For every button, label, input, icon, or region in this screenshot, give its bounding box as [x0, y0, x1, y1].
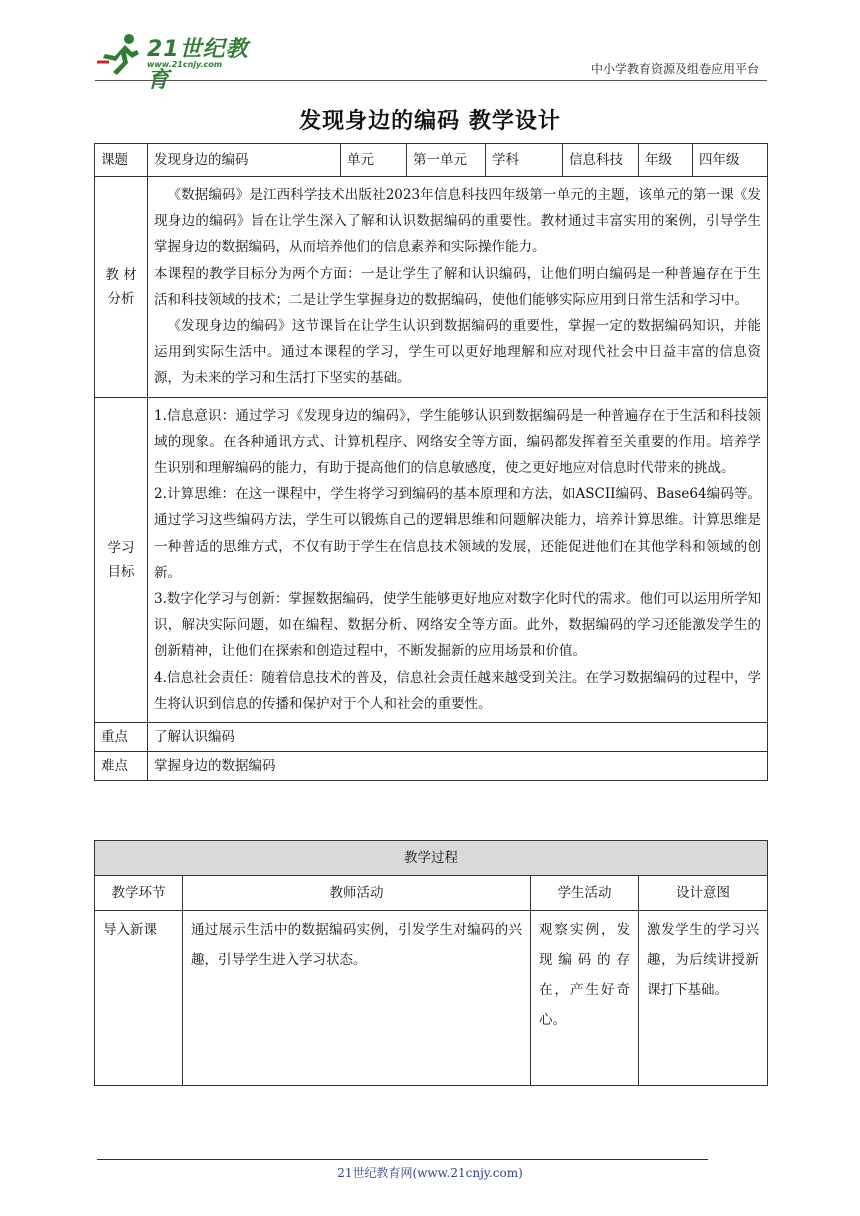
- column-header: 教师活动: [183, 876, 531, 911]
- stage-cell: 导入新课: [95, 911, 183, 1086]
- column-header: 教学环节: [95, 876, 183, 911]
- process-row: [95, 911, 768, 1086]
- logo-text: 21世纪教育: [147, 37, 249, 93]
- teacher-activity-cell: 通过展示生活中的数据编码实例，引发学生对编码的兴趣，引导学生进入学习状态。: [183, 911, 531, 1086]
- info-row: [95, 144, 768, 177]
- analysis-paragraph: 本课程的教学目标分为两个方面：一是让学生了解和认识编码，让他们明白编码是一种普遍存在于生活和科技领域的技术；二是让学生掌握身边的数据编码，使他们能够实际应用到日常生活和学习中。: [154, 265, 761, 308]
- page-title: 发现身边的编码 教学设计: [299, 109, 561, 134]
- grade-label: 年级: [639, 144, 693, 177]
- unit-value: 第一单元: [407, 144, 486, 177]
- difficulty-value: 掌握身边的数据编码: [148, 752, 768, 781]
- objectives-row: [95, 397, 768, 722]
- header-divider: [95, 80, 767, 81]
- footer-text: 21世纪教育网(www.21cnjy.com): [337, 1166, 523, 1180]
- footer-divider: [97, 1159, 708, 1160]
- objective-paragraph: 3.数字化学习与创新：掌握数据编码，使学生能够更好地应对数字化时代的需求。他们可以运用所学知识，解决实际问题，如在编程、数据分析、网络安全等方面。此外，数据编码的学习还能激发学生的创新精神，让他们在探索和创造过程中，不断发掘新的应用场景和价值。: [154, 591, 761, 660]
- unit-label: 单元: [341, 144, 407, 177]
- subject-label: 学科: [486, 144, 563, 177]
- key-point-label: 重点: [95, 723, 148, 752]
- process-header-row: [95, 876, 768, 911]
- page-header: [95, 30, 767, 93]
- key-point-row: [95, 723, 768, 752]
- analysis-content: [148, 177, 768, 398]
- analysis-label-line1: 教 材: [105, 266, 137, 283]
- objectives-label-line1: 学习: [107, 539, 135, 556]
- analysis-paragraph: 《发现身边的编码》这节课旨在让学生认识到数据编码的重要性，掌握一定的数据编码知识，并能运用到实际生活中。通过本课程的学习，学生可以更好地理解和应对现代社会中日益丰富的信息资源，为未来的学习和生活打下坚实的基础。: [154, 318, 761, 387]
- key-point-value: 了解认识编码: [148, 723, 768, 752]
- runner-logo-icon: [95, 32, 143, 76]
- course-label: 课题: [95, 144, 148, 177]
- design-intent-cell: 激发学生的学习兴趣，为后续讲授新课打下基础。: [639, 911, 768, 1086]
- teaching-process-table: [94, 840, 768, 1086]
- logo-url: www.21cnjy.com: [147, 60, 223, 69]
- analysis-paragraph: 《数据编码》是江西科学技术出版社2023年信息科技四年级第一单元的主题，该单元的第一课《发现身边的编码》旨在让学生深入了解和认识数据编码的重要性。教材通过丰富实用的案例，引导学生掌握身边的数据编码，从而培养他们的信息素养和实际操作能力。: [154, 187, 761, 256]
- objective-paragraph: 1.信息意识：通过学习《发现身边的编码》，学生能够认识到数据编码是一种普遍存在于生活和科技领域的现象。在各种通讯方式、计算机程序、网络安全等方面，编码都发挥着至关重要的作用。培养学生识别和理解编码的能力，有助于提高他们的信息敏感度，使之更好地应对信息时代带来的挑战。: [154, 407, 761, 477]
- objective-paragraph: 2.计算思维：在这一课程中，学生将学习到编码的基本原理和方法，如ASCII编码、Base64编码等。通过学习这些编码方法，学生可以锻炼自己的逻辑思维和问题解决能力，培养计算思维。计算思维是一种普适的思维方式，不仅有助于学生在信息技术领域的发展，还能促进他们在其他学科和领域的创新。: [154, 486, 761, 581]
- grade-value: 四年级: [693, 144, 768, 177]
- objectives-label: [95, 397, 148, 722]
- column-header: 设计意图: [639, 876, 768, 911]
- course-value: 发现身边的编码: [148, 144, 341, 177]
- platform-name: 中小学教育资源及组卷应用平台: [590, 62, 759, 76]
- analysis-label: [95, 177, 148, 398]
- process-band-row: [95, 841, 768, 876]
- column-header: 学生活动: [531, 876, 639, 911]
- lesson-info-table: [94, 143, 768, 781]
- difficulty-row: [95, 752, 768, 781]
- objective-paragraph: 4.信息社会责任：随着信息技术的普及，信息社会责任越来越受到关注。在学习数据编码的过程中，学生将认识到信息的传播和保护对于个人和社会的重要性。: [154, 669, 761, 712]
- subject-value: 信息科技: [563, 144, 639, 177]
- objectives-label-line2: 目标: [107, 563, 135, 580]
- analysis-label-line2: 分析: [107, 290, 135, 307]
- difficulty-label: 难点: [95, 752, 148, 781]
- objectives-content: [148, 397, 768, 722]
- process-band-title: 教学过程: [95, 841, 768, 876]
- analysis-row: [95, 177, 768, 398]
- student-activity-cell: 观察实例，发现编码的存在，产生好奇心。: [531, 911, 639, 1086]
- logo: [95, 30, 265, 93]
